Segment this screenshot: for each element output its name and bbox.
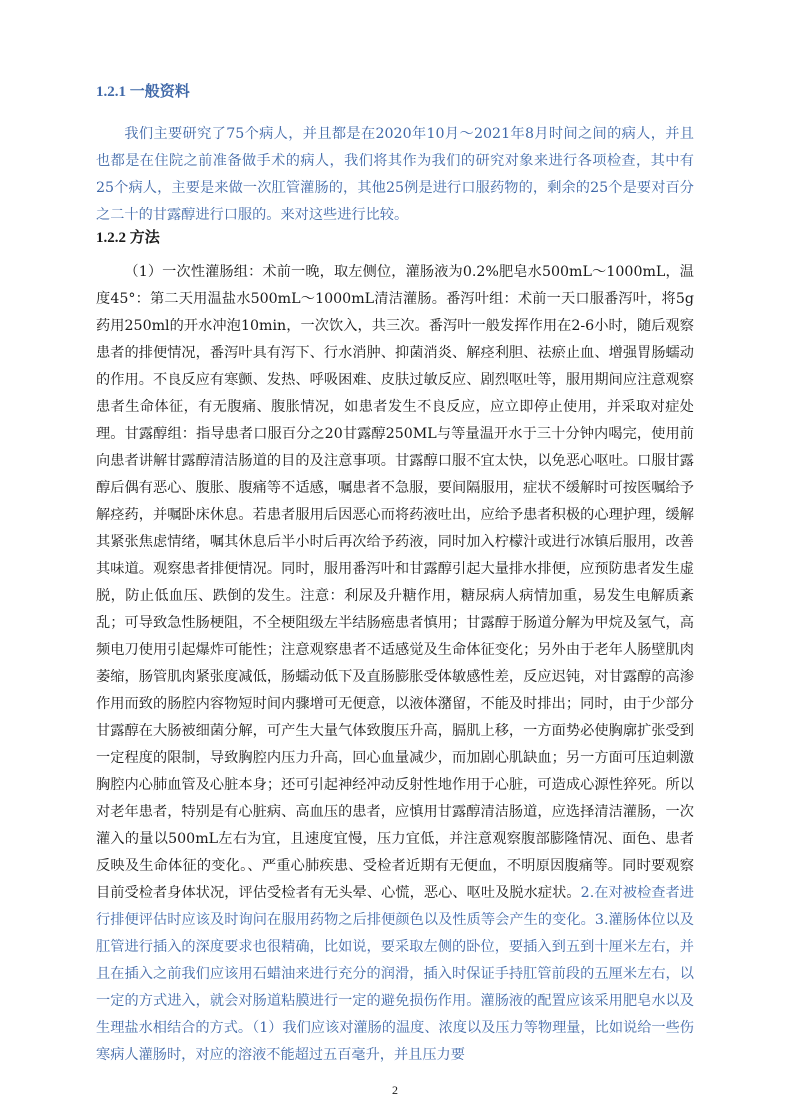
section-heading-methods — [96, 229, 160, 247]
section-heading-general-info: 1.2.1 一般资料 — [96, 84, 190, 100]
methods-body-blue-text: 2.在对被检查者进行排便评估时应该及时询问在服用药物之后排便颜色以及性质等会产生的变化。3.灌肠体位以及肛管进行插入的深度要求也很精确，比如说，要采取左侧的卧位，要插入到五到十厘米左右，并且在插入之前我们应该用石蜡油来进行充分的润滑，插入时保证手持肛管前段的五厘米左右，以一定的方式进入，就会对肠道粘膜进行一定的避免损伤作用。灌肠液的配置应该采用肥皂水以及生理盐水相结合的方式。（1）我们应该对灌肠的温度、浓度以及压力等物理量，比如说给一些伤寒病人灌肠时，对应的溶液不能超过五百毫升，并且压力要 — [96, 885, 694, 1063]
methods-title-text: 1.2.2 方法 — [96, 230, 160, 246]
methods-body-text: （1）一次性灌肠组：术前一晚，取左侧位，灌肠液为0.2%肥皂水500mL～1000mL，温度45°：第二天用温盐水500mL～1000mL清洁灌肠。番泻叶组：术前一天口服番泻叶，将5g药用250ml的开水冲泡10min，一次饮入，共三次。番泻叶一般发挥作用在2-6小时，随后观察患者的排便情况，番泻叶具有泻下、行水消肿、抑菌消炎、解痉利胆、祛瘀止血、增强胃肠蠕动的作用。不良反应有寒颤、发热、呼吸困难、皮肤过敏反应、剧烈呕吐等，服用期间应注意观察患者生命体征，有无腹痛、腹胀情况，如患者发生不良反应，应立即停止使用，并采取对症处理。甘露醇组：指导患者口服百分之20甘露醇250ML与等量温开水于三十分钟内喝完，使用前向患者讲解甘露醇清洁肠道的目的及注意事项。甘露醇口服不宜太快，以免恶心呕吐。口服甘露醇后偶有恶心、腹胀、腹痛等不适感，嘱患者不急服，要间隔服用，症状不缓解时可按医嘱给予解痉药，并嘱卧床休息。若患者服用后因恶心而将药液吐出，应给予患者积极的心理护理，缓解其紧张焦虑情绪，嘱其休息后半小时后再次给予药液，同时加入柠檬汁或进行冰镇后服用，改善其味道。观察患者排便情况。同时，服用番泻叶和甘露醇引起大量排水排便，应预防患者发生虚脱，防止低血压、跌倒的发生。注意：利尿及升糖作用，糖尿病人病情加重，易发生电解质紊乱；可导致急性肠梗阻，不全梗阻级左半结肠癌患者慎用；甘露醇于肠道分解为甲烷及氢气，高频电刀使用引起爆炸可能性；注意观察患者不适感觉及生命体征变化；另外由于老年人肠壁肌肉萎缩，肠管肌肉紧张度减低，肠蠕动低下及直肠膨胀受体敏感性差，反应迟钝，对甘露醇的高渗作用而致的肠腔内容物短时间内骤增可无便意，以液体潴留，不能及时排出；同时，由于少部分甘露醇在大肠被细菌分解，可产生大量气体致腹压升高，膈肌上移，一方面势必使胸廓扩张受到一定程度的限制，导致胸腔内压力升高，回心血量减少，而加剧心肌缺血；另一方面可压迫刺激胸腔内心肺血管及心脏本身；还可引起神经冲动反射性地作用于心脏，可造成心源性猝死。所以对老年患者，特别是有心脏病、高血压的患者，应慎用甘露醇清洁肠道，应选择清洁灌肠，一次灌入的量以500mL左右为宜，且速度宜慢，压力宜低，并注意观察腹部膨隆情况、面色、患者反映及生命体征的变化。、严重心肺疾患、受检者近期有无便血，不明原因腹痛等。同时要观察目前受检者身体状况，评估受检者有无头晕、心慌，恶心、呕吐及脱水症状。 — [96, 264, 694, 901]
paragraph-methods — [96, 259, 694, 1069]
page-number: 2 — [392, 1083, 398, 1097]
paragraph-general-info: 我们主要研究了75个病人，并且都是在2020年10月～2021年8月时间之间的病人，并且也都是在住院之前准备做手术的病人，我们将其作为我们的研究对象来进行各项检查，其中有25个病人，主要是来做一次肛管灌肠的，其他25例是进行口服药物的，剩余的25个是要对百分之二十的甘露醇进行口服的。来对这些进行比较。 — [96, 126, 694, 223]
